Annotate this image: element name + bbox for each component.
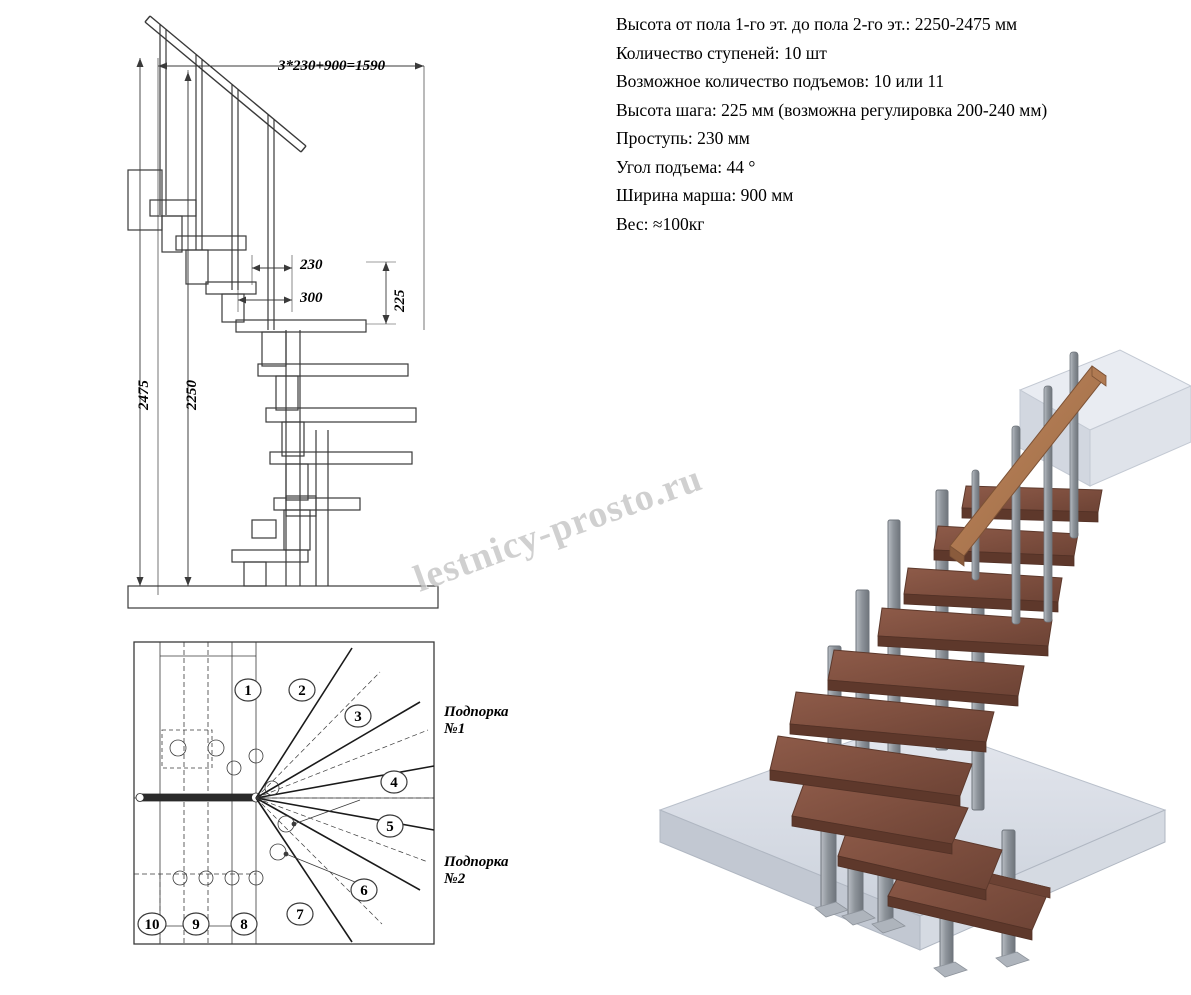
watermark: lestnicy-prosto.ru [408, 457, 708, 601]
svg-text:4: 4 [390, 775, 398, 791]
callout-support-2 [444, 854, 508, 888]
svg-text:1: 1 [244, 683, 252, 699]
callout-support-2-line2: №2 [444, 871, 466, 887]
step-4 [878, 608, 1052, 656]
elevation-drawing [0, 0, 600, 628]
spec-line-angle: Угол подъема: 44 ° [616, 156, 756, 177]
svg-text:2: 2 [298, 683, 306, 699]
svg-text:7: 7 [296, 907, 304, 923]
callout-support-1-line2: №1 [444, 721, 466, 737]
svg-text:8: 8 [240, 917, 248, 933]
dim-tread-230: 230 [300, 257, 323, 273]
spec-line-step-count: Количество ступеней: 10 шт [616, 42, 827, 63]
svg-text:3: 3 [354, 709, 362, 725]
dim-height-2475: 2475 [136, 380, 152, 410]
svg-text:6: 6 [360, 883, 368, 899]
render-svg [620, 190, 1191, 990]
dim-top-run: 3*230+900=1590 [278, 58, 386, 74]
svg-text:9: 9 [192, 917, 200, 933]
dim-tread-300: 300 [300, 290, 323, 306]
callout-support-2-line1: Подпорка [444, 854, 509, 870]
elevation-svg [0, 0, 600, 628]
dim-riser-225: 225 [392, 289, 408, 312]
tread [232, 550, 308, 562]
tread [270, 452, 412, 464]
floor-slab [128, 586, 438, 608]
spec-line-rise-count: Возможное количество подъемов: 10 или 11 [616, 71, 945, 91]
spec-line-width: Ширина марша: 900 мм [616, 185, 794, 205]
spec-line-tread: Проступь: 230 мм [616, 128, 750, 148]
svg-text:10: 10 [144, 917, 160, 933]
spec-line-step-height: Высота шага: 225 мм (возможна регулировка 200-240 мм) [616, 99, 1048, 120]
plan-svg [120, 638, 540, 948]
tread [236, 320, 366, 332]
spec-line-floor-height: Высота от пола 1-го эт. до пола 2-го эт.: 2250-2475 мм [616, 14, 1018, 34]
step-3 [904, 568, 1062, 612]
svg-text:5: 5 [386, 819, 394, 835]
dim-height-2250: 2250 [184, 380, 200, 410]
plan-drawing [120, 638, 540, 948]
spec-line-weight: Вес: ≈100кг [616, 213, 705, 234]
staircase-3d-render [620, 190, 1191, 990]
callout-support-1-line1: Подпорка [444, 704, 509, 720]
callout-support-1 [444, 704, 508, 738]
